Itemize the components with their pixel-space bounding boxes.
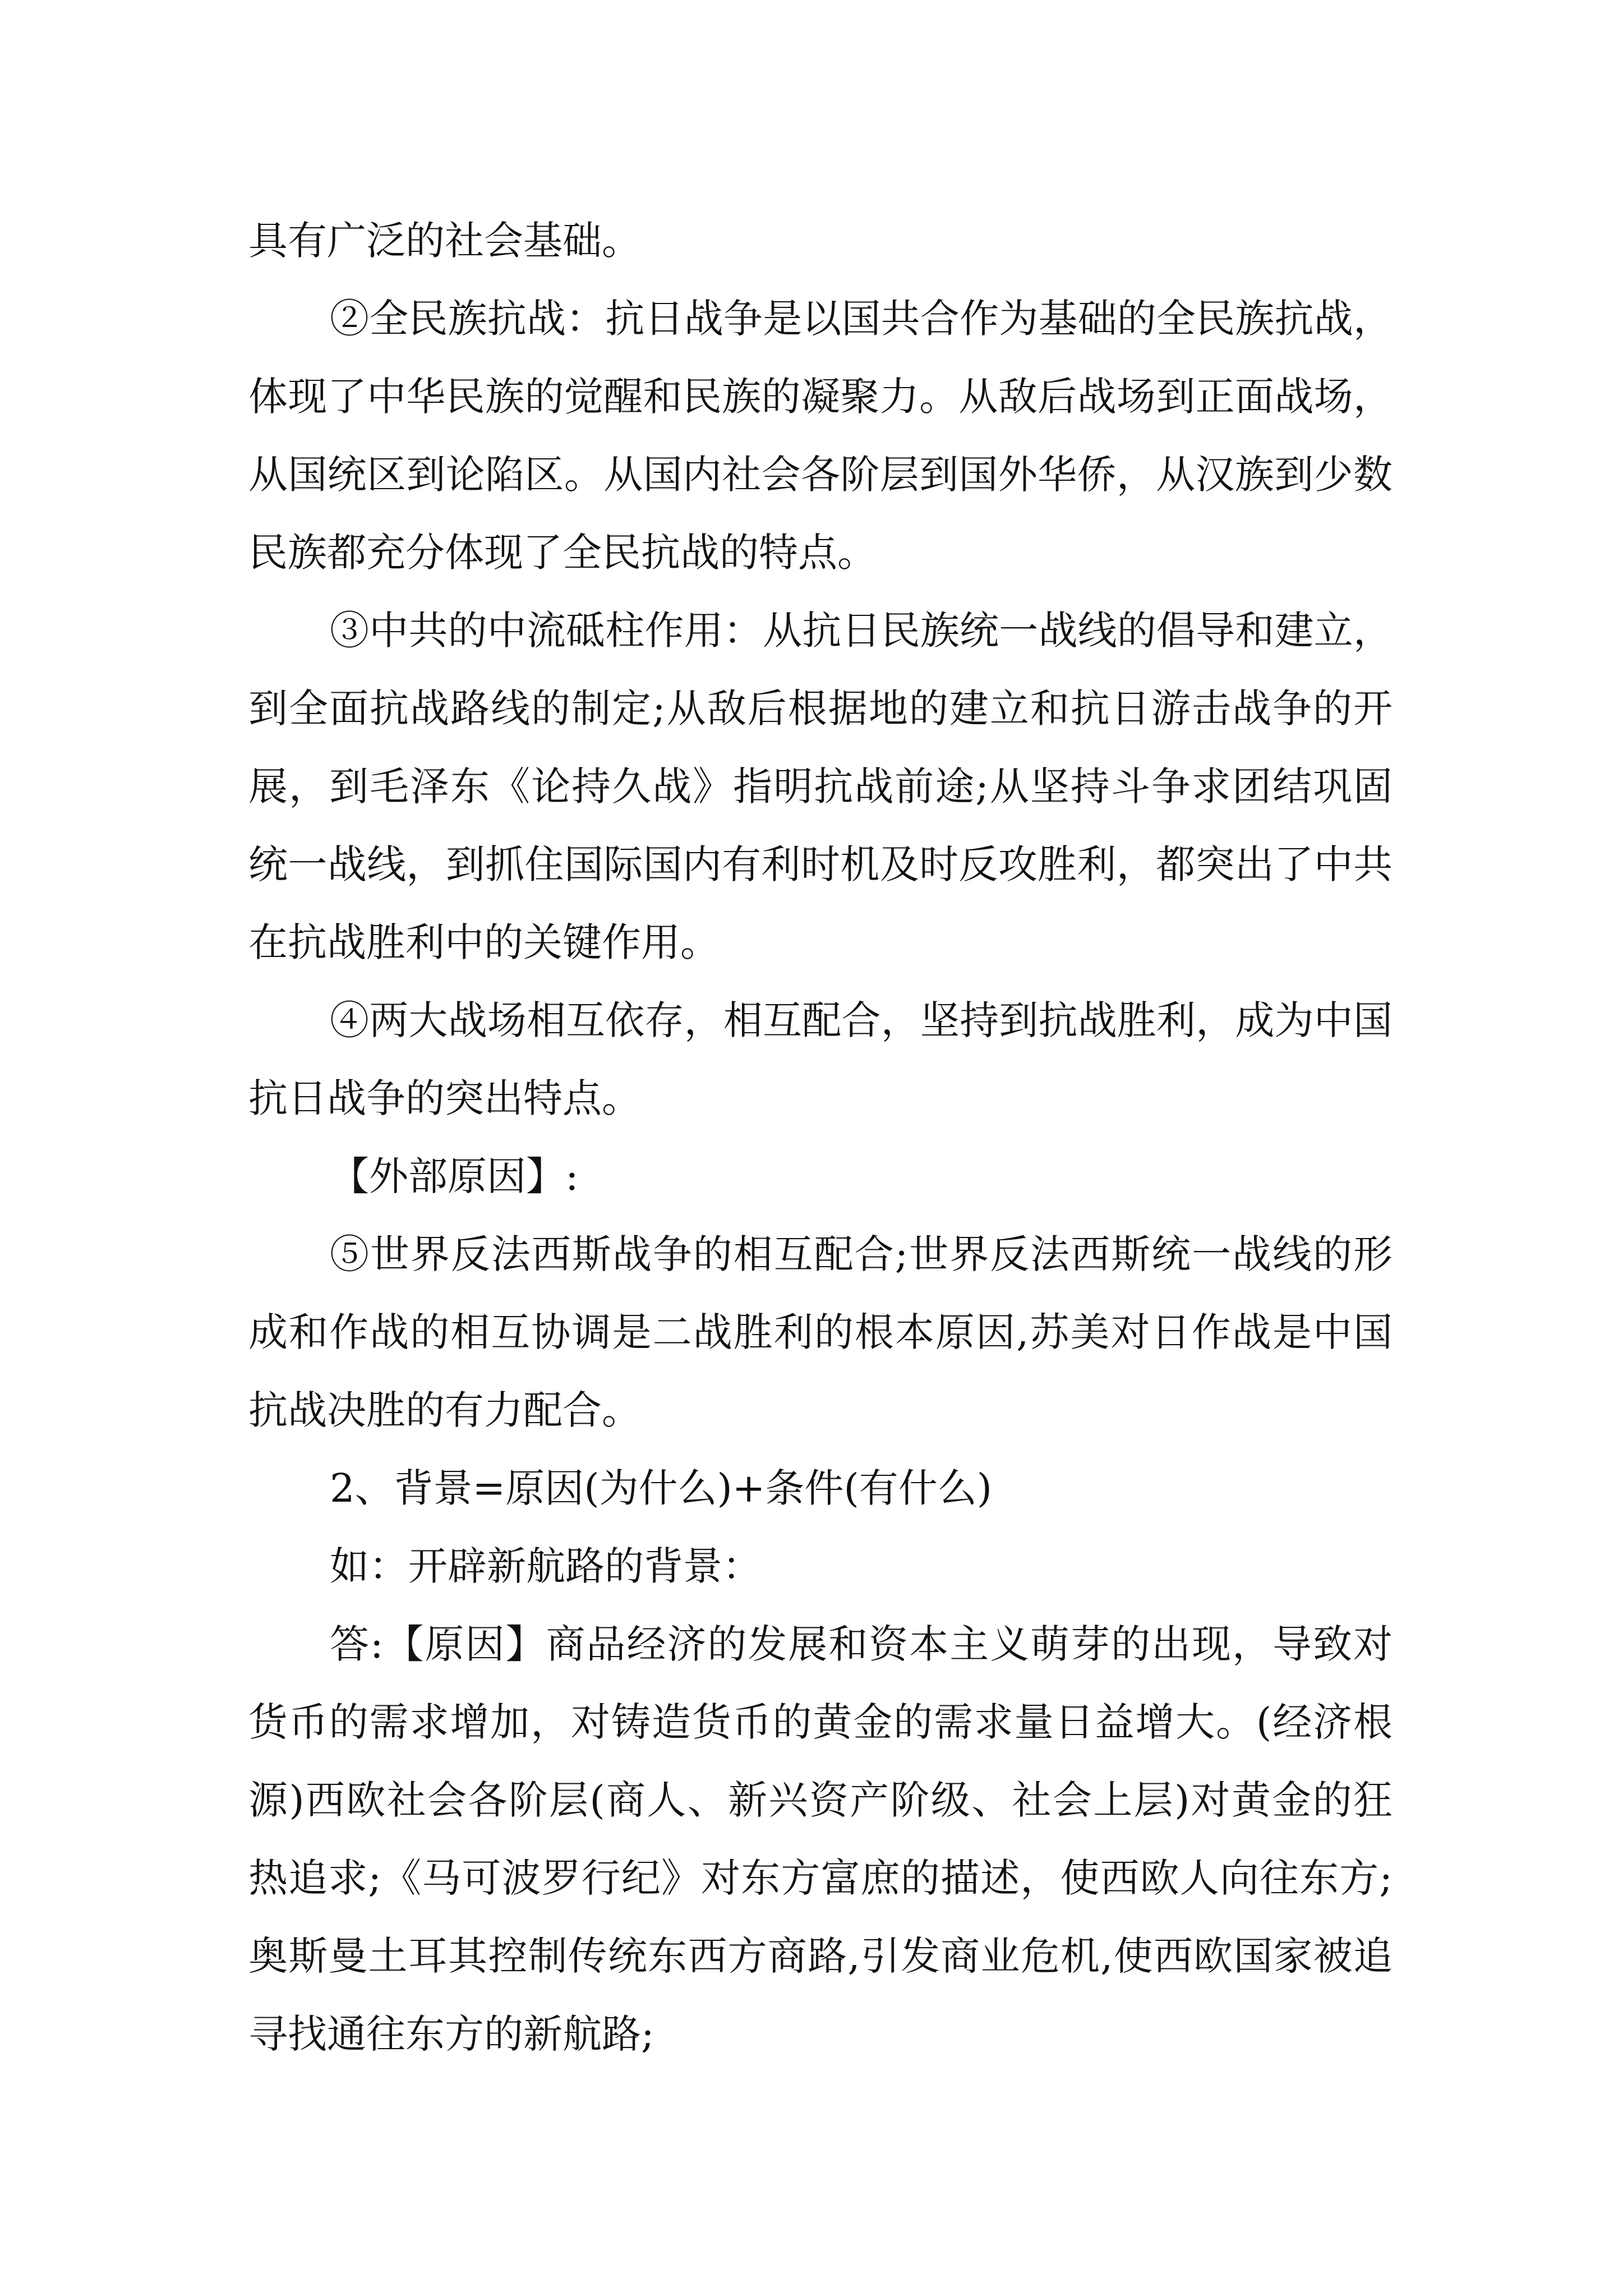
document-body: [248, 202, 1393, 2073]
paragraph-6: ⑤世界反法西斯战争的相互配合;世界反法西斯统一战线的形成和作战的相互协调是二战胜利的根本原因,苏美对日作战是中国抗战决胜的有力配合。: [248, 1231, 1393, 1433]
paragraph-7: 2、背景=原因(为什么)+条件(有什么): [330, 1465, 993, 1511]
paragraph-3: ③中共的中流砥柱作用：从抗日民族统一战线的倡导和建立，到全面抗战路线的制定;从敌后根据地的建立和抗日游击战争的开展，到毛泽东《论持久战》指明抗战前途;从坚持斗争求团结巩固统一战线，到抓住国际国内有利时机及时反攻胜利，都突出了中共在抗战胜利中的关键作用。: [248, 608, 1393, 965]
paragraph-5-heading: 【外部原因】:: [330, 1153, 579, 1199]
paragraph-2: ②全民族抗战：抗日战争是以国共合作为基础的全民族抗战，体现了中华民族的觉醒和民族的凝聚力。从敌后战场到正面战场，从国统区到论陷区。从国内社会各阶层到国外华侨，从汉族到少数民族都充分体现了全民抗战的特点。: [248, 296, 1393, 576]
paragraph-1: 具有广泛的社会基础。: [248, 218, 641, 264]
paragraph-4: ④两大战场相互依存，相互配合，坚持到抗战胜利，成为中国抗日战争的突出特点。: [248, 997, 1393, 1121]
paragraph-8: 如：开辟新航路的背景：: [330, 1543, 762, 1589]
paragraph-9: 答:【原因】商品经济的发展和资本主义萌芽的出现，导致对货币的需求增加，对铸造货币的黄金的需求量日益增大。(经济根源)西欧社会各阶层(商人、新兴资产阶级、社会上层)对黄金的狂热追求;《马可波罗行纪》对东方富庶的描述，使西欧人向往东方;奥斯曼土耳其控制传统东西方商路,引发商业危机,使西欧国家被追寻找通往东方的新航路;: [248, 1621, 1393, 2057]
